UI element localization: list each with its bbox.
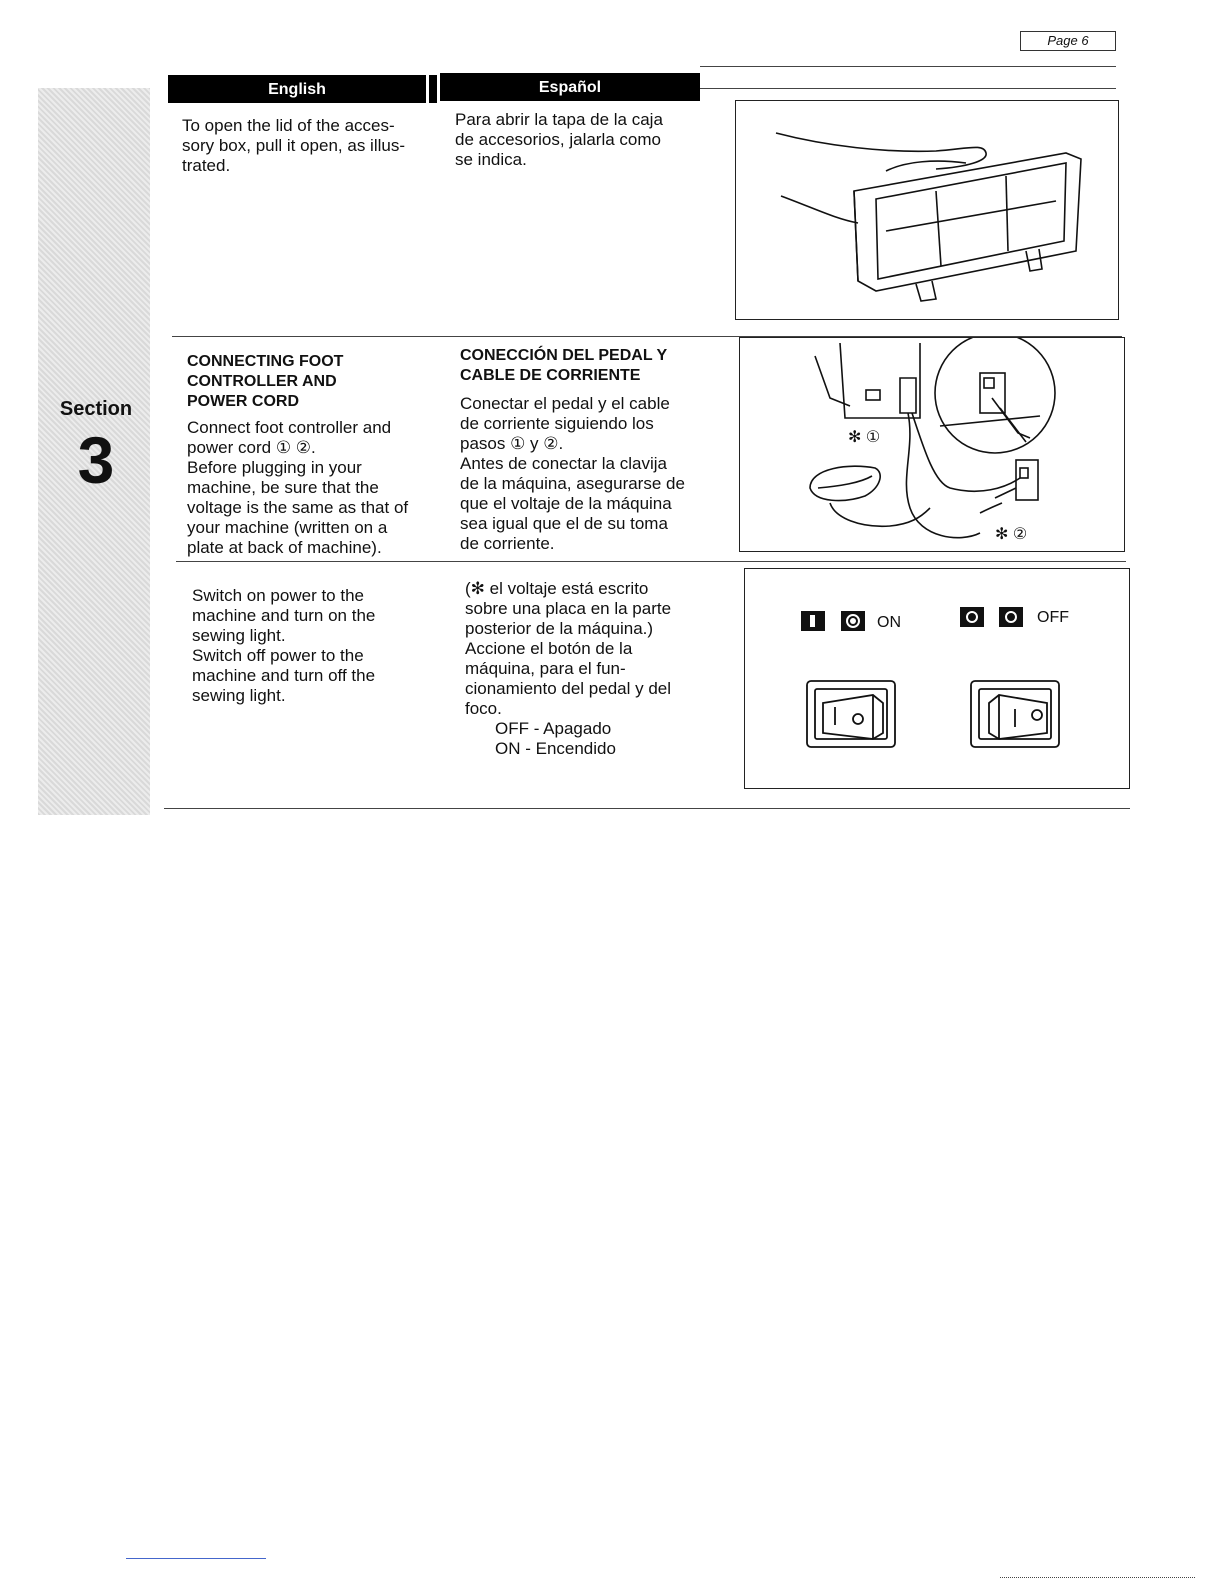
text-line: pasos ① y ②. bbox=[460, 434, 564, 453]
english-text-power-cord bbox=[187, 352, 437, 558]
power-switch-illustration bbox=[745, 569, 1129, 788]
text-line: de corriente. bbox=[460, 534, 555, 553]
page-number-label: Page 6 bbox=[1020, 31, 1116, 51]
heading-line: CONECCIÓN DEL PEDAL Y bbox=[460, 347, 668, 364]
heading-line: CABLE DE CORRIENTE bbox=[460, 367, 641, 384]
bottom-divider bbox=[164, 808, 1130, 809]
text-line: trated. bbox=[182, 156, 231, 175]
heading-line: POWER CORD bbox=[187, 393, 299, 410]
text-line: Accione el botón de la bbox=[465, 639, 633, 658]
power-switch-figure bbox=[744, 568, 1130, 789]
text-line: voltage is the same as that of bbox=[187, 498, 409, 517]
text-line: machine and turn off the bbox=[192, 666, 376, 685]
text-line: Before plugging in your bbox=[187, 458, 362, 477]
off-indicators bbox=[960, 607, 1023, 627]
foot-controller-figure bbox=[739, 337, 1125, 552]
text-line: machine and turn on the bbox=[192, 606, 376, 625]
accessory-box-illustration bbox=[736, 101, 1118, 319]
text-line: de corriente siguiendo los bbox=[460, 414, 654, 433]
section-number: 3 bbox=[77, 423, 115, 497]
text-line: máquina, para el fun- bbox=[465, 659, 626, 678]
accessory-box-figure bbox=[735, 100, 1119, 320]
footer-underline bbox=[126, 1558, 266, 1559]
header-rule bbox=[700, 88, 1116, 89]
heading-line: CONNECTING FOOT bbox=[187, 353, 344, 370]
step-one-marker: ✻ ① bbox=[848, 429, 881, 446]
text-line: sewing light. bbox=[192, 686, 286, 705]
text-line: sea igual que el de su toma bbox=[460, 514, 668, 533]
text-line: (✻ el voltaje está escrito bbox=[465, 579, 649, 598]
english-heading bbox=[187, 352, 437, 412]
on-rocker-switch bbox=[807, 681, 895, 747]
text-line: de accesorios, jalarla como bbox=[455, 130, 661, 149]
spanish-column-header: Español bbox=[440, 73, 700, 101]
text-line: que el voltaje de la máquina bbox=[460, 494, 672, 513]
text-line: Conectar el pedal y el cable bbox=[460, 394, 670, 413]
text-line: To open the lid of the acces- bbox=[182, 116, 395, 135]
text-line: sory box, pull it open, as illus- bbox=[182, 136, 405, 155]
spanish-text-power-cord bbox=[460, 346, 720, 554]
english-body bbox=[187, 418, 437, 558]
text-line: sobre una placa en la parte bbox=[465, 599, 672, 618]
english-text-switch bbox=[192, 586, 442, 706]
text-line: foco. bbox=[465, 699, 502, 718]
text-line: Antes de conectar la clavija bbox=[460, 454, 667, 473]
on-indicators bbox=[801, 611, 865, 631]
spanish-text-switch bbox=[465, 579, 725, 759]
english-column-header: English bbox=[168, 75, 426, 103]
off-label: OFF bbox=[1037, 609, 1069, 626]
text-line: de la máquina, asegurarse de bbox=[460, 474, 685, 493]
text-line: cionamiento del pedal y del bbox=[465, 679, 672, 698]
text-line: power cord ① ②. bbox=[187, 438, 316, 457]
spanish-heading bbox=[460, 346, 720, 386]
text-line: your machine (written on a bbox=[187, 518, 388, 537]
text-line: plate at back of machine). bbox=[187, 538, 382, 557]
text-line: sewing light. bbox=[192, 626, 286, 645]
text-line-indented: ON - Encendido bbox=[495, 739, 616, 758]
spanish-text-lid bbox=[455, 110, 715, 170]
text-line-indented: OFF - Apagado bbox=[495, 719, 612, 738]
top-rule bbox=[700, 66, 1116, 67]
text-line: Para abrir la tapa de la caja bbox=[455, 110, 663, 129]
text-line: se indica. bbox=[455, 150, 527, 169]
text-line: Switch off power to the bbox=[192, 646, 364, 665]
text-line: Connect foot controller and bbox=[187, 418, 392, 437]
section-divider bbox=[176, 561, 1126, 562]
spanish-body bbox=[460, 394, 720, 554]
english-text-lid bbox=[182, 116, 442, 176]
text-line: Switch on power to the bbox=[192, 586, 364, 605]
on-label: ON bbox=[877, 614, 901, 631]
section-label: Section bbox=[59, 398, 133, 420]
header-gap-mark bbox=[429, 75, 437, 103]
off-rocker-switch bbox=[971, 681, 1059, 747]
text-line: posterior de la máquina.) bbox=[465, 619, 654, 638]
foot-controller-illustration bbox=[740, 338, 1124, 551]
heading-line: CONTROLLER AND bbox=[187, 373, 337, 390]
step-two-marker: ✻ ② bbox=[995, 526, 1028, 543]
text-line: machine, be sure that the bbox=[187, 478, 379, 497]
footer-rule-right bbox=[1000, 1577, 1195, 1578]
